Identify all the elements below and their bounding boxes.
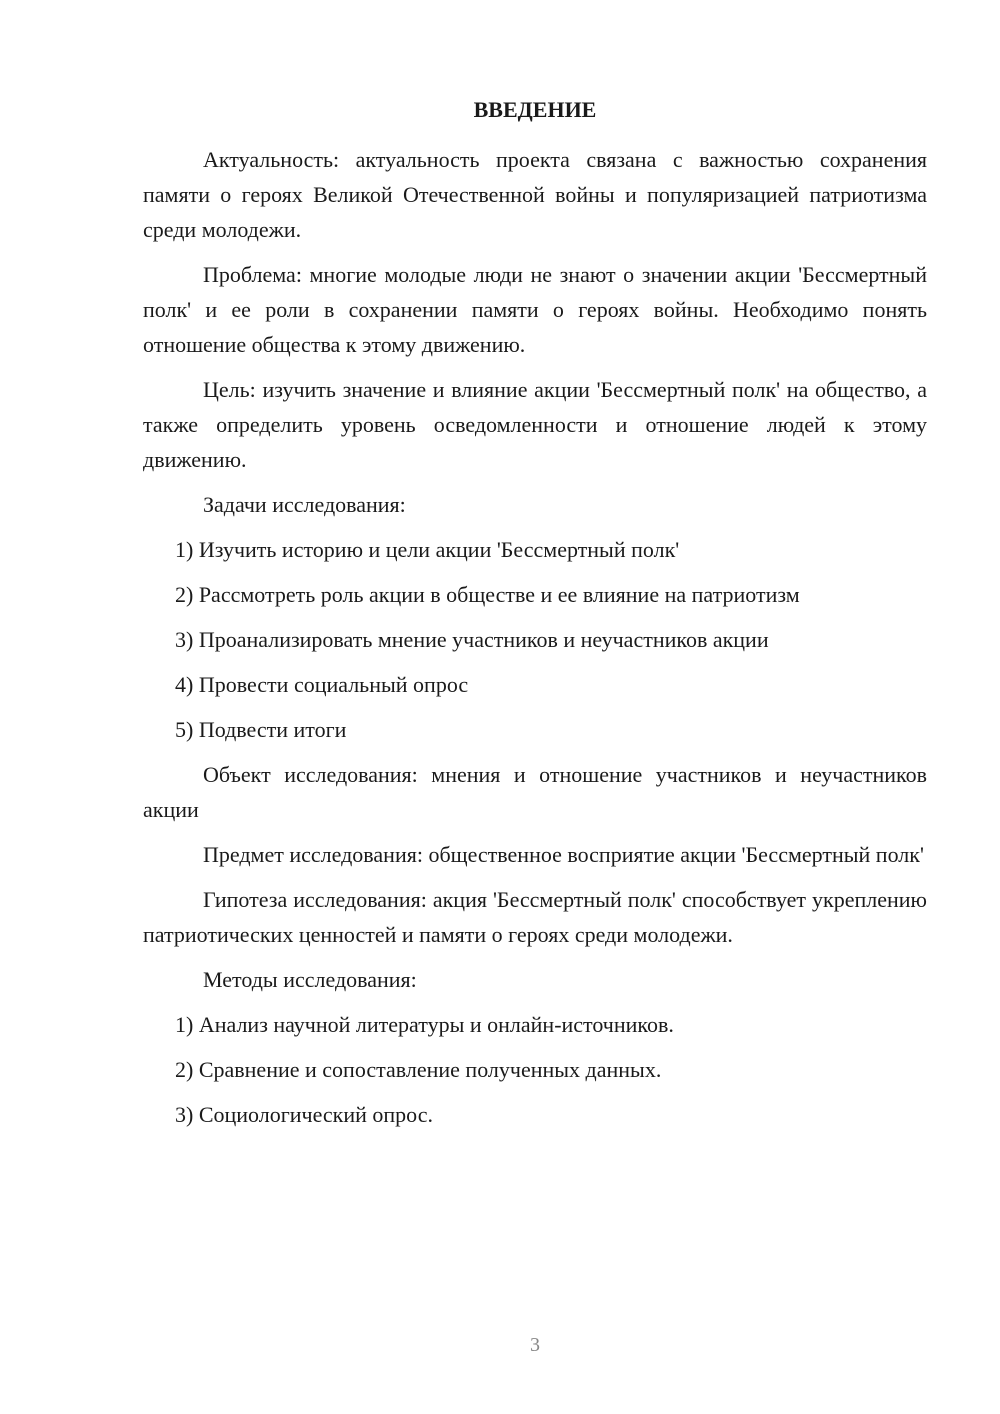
document-page [143, 96, 927, 1142]
page-title: ВВЕДЕНИЕ [473, 97, 597, 122]
object-paragraph: Объект исследования: мнения и отношение участников и неучастников акции [143, 762, 927, 822]
task-item: 2) Рассмотреть роль акции в обществе и ее влияние на патриотизм [175, 582, 800, 607]
method-item: 1) Анализ научной литературы и онлайн-источников. [175, 1012, 674, 1037]
task-item: 5) Подвести итоги [175, 717, 347, 742]
tasks-list [143, 532, 927, 747]
subject-paragraph: Предмет исследования: общественное восприятие акции 'Бессмертный полк' [203, 842, 924, 867]
hypothesis-paragraph: Гипотеза исследования: акция 'Бессмертный полк' способствует укреплению патриотических ценностей и памяти о героях среди молодежи. [143, 887, 927, 947]
task-item: 4) Провести социальный опрос [175, 672, 469, 697]
tasks-heading: Задачи исследования: [203, 492, 406, 517]
problem-paragraph: Проблема: многие молодые люди не знают о значении акции 'Бессмертный полк' и ее роли в сохранении памяти о героях войны. Необходимо понять отношение общества к этому движению. [143, 262, 927, 357]
methods-heading: Методы исследования: [203, 967, 417, 992]
page-number: 3 [530, 1334, 540, 1356]
goal-paragraph: Цель: изучить значение и влияние акции 'Бессмертный полк' на общество, а также определить уровень осведомленности и отношение людей к этому движению. [143, 377, 927, 472]
methods-list [143, 1007, 927, 1132]
relevance-paragraph: Актуальность: актуальность проекта связана с важностью сохранения памяти о героях Великой Отечественной войны и популяризацией патриотизма среди молодежи. [143, 147, 927, 242]
task-item: 1) Изучить историю и цели акции 'Бессмертный полк' [175, 537, 680, 562]
method-item: 2) Сравнение и сопоставление полученных данных. [175, 1057, 662, 1082]
method-item: 3) Социологический опрос. [175, 1102, 433, 1127]
task-item: 3) Проанализировать мнение участников и неучастников акции [175, 627, 769, 652]
